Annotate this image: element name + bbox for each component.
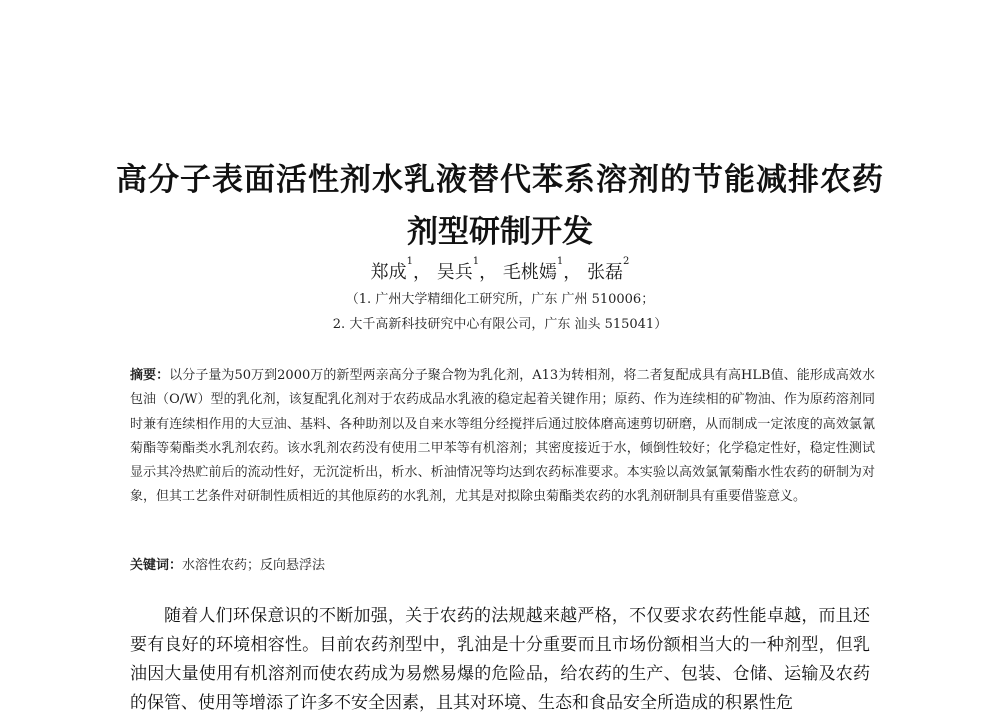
- author-name: 吴兵: [436, 262, 473, 283]
- author-affiliation-mark: 1: [556, 256, 564, 267]
- author-name: 郑成: [370, 262, 407, 283]
- affiliation-2: 2. 大千高新科技研究中心有限公司，广东 汕头 515041）: [332, 317, 668, 332]
- body-paragraph: 随着人们环保意识的不断加强，关于农药的法规越来越严格，不仅要求农药性能卓越，而且还要有良好的环境相容性。目前农药剂型中，乳油是十分重要而且市场份额相当大的一种剂型，但乳油因大量使用有机溶剂而使农药成为易燃易爆的危险品，给农药的生产、包装、仓储、运输及农药的保管、使用等增添了许多不安全因素，且其对环境、生态和食品安全所造成的积累性危: [130, 606, 870, 713]
- author-affiliation-mark: 2: [622, 256, 630, 267]
- paper-title-line-1: 高分子表面活性剂水乳液替代苯系溶剂的节能减排农药: [116, 162, 884, 198]
- author-affiliation-mark: 1: [472, 256, 480, 267]
- author-affiliation-mark: 1: [406, 256, 414, 267]
- author-name: 张磊: [586, 262, 623, 283]
- keywords: [130, 554, 875, 573]
- author-separator: ，: [563, 262, 582, 283]
- author-separator: ，: [413, 262, 432, 283]
- abstract-label: 摘要：: [130, 368, 170, 383]
- affiliation-1: （1. 广州大学精细化工研究所，广东 广州 510006；: [345, 292, 655, 307]
- abstract: [130, 364, 875, 510]
- abstract-text: 以分子量为50万到2000万的新型两亲高分子聚合物为乳化剂，A13为转相剂，将二者复配成具有高HLB值、能形成高效水包油（O/W）型的乳化剂，该复配乳化剂对于农药成品水乳液的稳定起着关键作用；原药、作为连续相的矿物油、作为原药溶剂同时兼有连续相作用的大豆油、基料、各种助剂以及自来水等组分经搅拌后通过胶体磨高速剪切研磨，从而制成一定浓度的高效氯氰菊酯等菊酯类水乳剂农药。该水乳剂农药没有使用二甲苯等有机溶剂；其密度接近于水，倾倒性较好；化学稳定性好，稳定性测试显示其冷热贮前后的流动性好，无沉淀析出，析水、析油情况等均达到农药标准要求。本实验以高效氯氰菊酯水性农药的研制为对象，但其工艺条件对研制性质相近的其他原药的水乳剂，尤其是对拟除虫菊酯类农药的水乳剂研制具有重要借鉴意义。: [130, 368, 875, 505]
- author-separator: ，: [479, 262, 498, 283]
- author-list: [0, 258, 1000, 284]
- keywords-text: 水溶性农药；反向悬浮法: [182, 558, 326, 573]
- keywords-label: 关键词：: [130, 558, 183, 573]
- author-name: 毛桃嫣: [502, 262, 557, 283]
- paper-title-line-2: 剂型研制开发: [407, 214, 593, 250]
